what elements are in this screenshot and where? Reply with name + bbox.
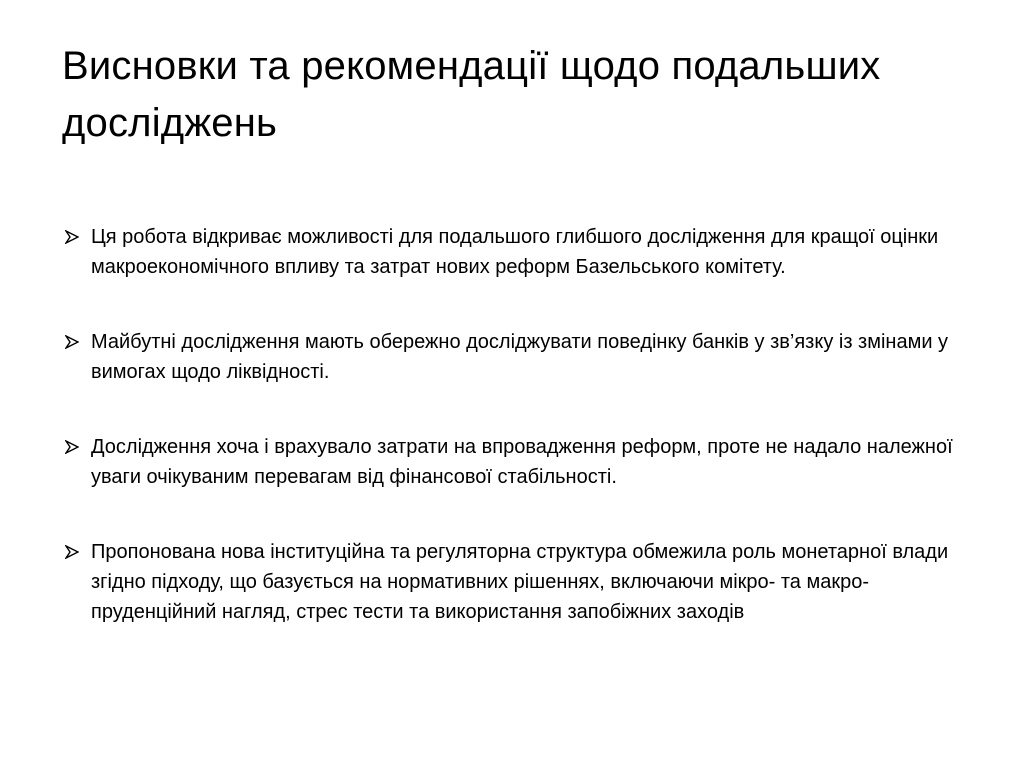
bullet-item [62, 327, 962, 387]
bullet-text: Майбутні дослідження мають обережно досліджувати поведінку банків у зв’язку із змінами у вимогах щодо ліквідності. [91, 331, 949, 383]
arrowhead-bullet-icon [65, 335, 79, 349]
arrowhead-bullet-icon [65, 230, 79, 244]
bullet-text: Ця робота відкриває можливості для подальшого глибшого дослідження для кращої оцінки макроекономічного впливу та затрат нових реформ Базельського комітету. [91, 226, 939, 278]
bullet-list [62, 222, 962, 627]
arrowhead-bullet-icon [65, 440, 79, 454]
bullet-text: Дослідження хоча і врахувало затрати на впровадження реформ, проте не надало належної уваги очікуваним перевагам від фінансової стабільності. [91, 436, 953, 488]
arrowhead-bullet-icon [65, 545, 79, 559]
bullet-item [62, 537, 962, 627]
bullet-text: Пропонована нова інституційна та регуляторна структура обмежила роль монетарної влади згідно підходу, що базується на нормативних рішеннях, включаючи мікро- та макро-пруденційний нагляд, стрес тести та використання запобіжних заходів [91, 541, 949, 623]
slide-title: Висновки та рекомендації щодо подальших досліджень [62, 44, 881, 145]
bullet-item [62, 432, 962, 492]
bullet-item [62, 222, 962, 282]
